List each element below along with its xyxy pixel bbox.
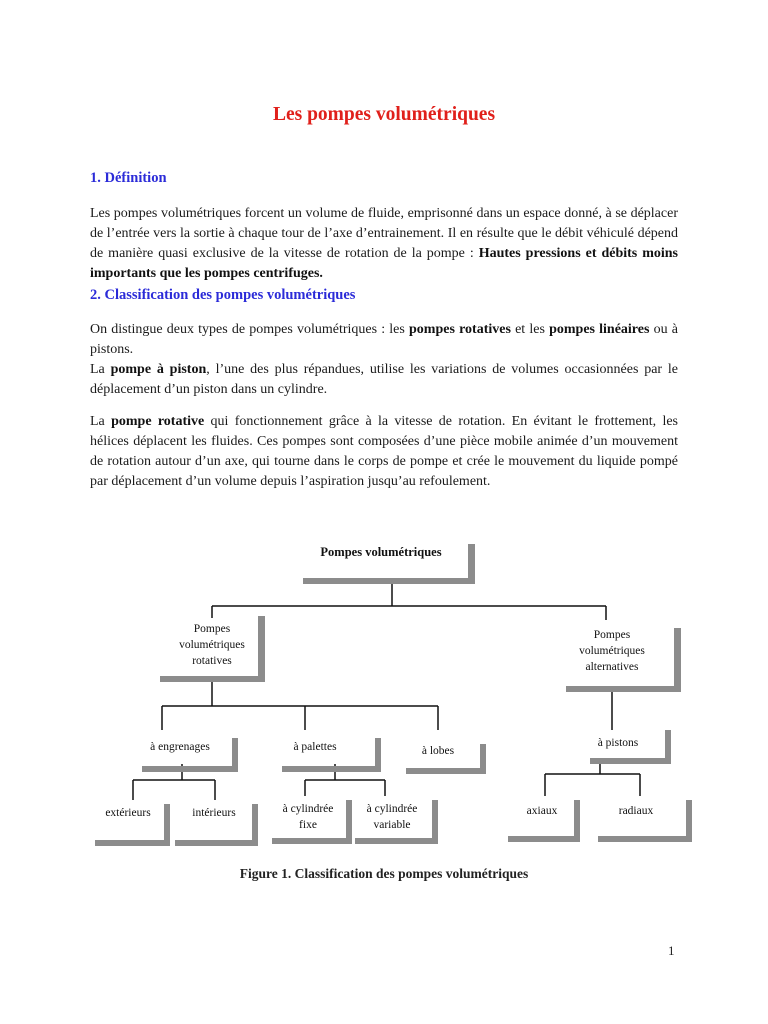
text-span: ou à pistons. xyxy=(90,322,678,357)
text-span: La xyxy=(90,414,112,429)
paragraph-rotative xyxy=(90,412,678,492)
text-span: , l’une des plus répandues, utilise les variations de volumes occasionnées par le déplacement d’un piston dans un cylindre. xyxy=(90,362,678,397)
node-axiaux: axiaux xyxy=(526,805,558,817)
section-heading-definition: 1. Définition xyxy=(90,170,167,186)
bold-term: pompes linéaires xyxy=(549,322,650,337)
node-exterieurs: extérieurs xyxy=(105,807,151,819)
node-root: Pompes volumétriques xyxy=(320,545,442,559)
paragraph-types xyxy=(90,320,678,360)
paragraph-definition xyxy=(90,204,678,284)
paragraph-piston xyxy=(90,360,678,400)
bold-term: pompes rotatives xyxy=(409,322,511,337)
node-cylindree-fixe-line2: fixe xyxy=(299,819,317,831)
node-pistons: à pistons xyxy=(597,737,639,749)
node-rotatives-line2: volumétriques xyxy=(179,639,245,651)
node-alternatives-line1: Pompes xyxy=(593,629,631,641)
node-engrenages: à engrenages xyxy=(150,741,210,753)
definition-bold-text: Hautes pressions et débits moins importants que les pompes centrifuges. xyxy=(90,246,678,281)
node-alternatives-line3: alternatives xyxy=(585,661,639,673)
bold-term: pompe à piston xyxy=(110,362,207,377)
definition-text: Les pompes volumétriques forcent un volume de fluide, emprisonné dans un espace donné, à se déplacer de l’entrée vers la sortie à chaque tour de l’axe d’entrainement. Il en résulte que le débit véhiculé dépend de manière quasi exclusive de la vitesse de rotation de la pompe : xyxy=(90,206,678,261)
box-labels xyxy=(105,545,653,831)
node-palettes: à palettes xyxy=(293,741,337,753)
node-alternatives-line2: volumétriques xyxy=(579,645,645,657)
node-cylindree-variable-line1: à cylindrée xyxy=(366,803,418,815)
box-shadows xyxy=(95,544,692,846)
text-span: qui fonctionnement grâce à la vitesse de rotation. En évitant le frottement, les hélices déplacent les fluides. Ces pompes sont composées d’une pièce mobile animée d’un mouvement de rotation autour d’un axe, qui tourne dans le corps de pompe et crée le mouvement du liquide pompé par déplacement d’un volume depuis l’aspiration jusqu’au refoulement. xyxy=(90,414,678,489)
text-span: La xyxy=(90,362,111,377)
node-interieurs: intérieurs xyxy=(192,807,236,819)
document-title: Les pompes volumétriques xyxy=(272,104,496,125)
node-radiaux: radiaux xyxy=(618,805,654,817)
node-cylindree-variable-line2: variable xyxy=(373,819,411,831)
bold-term: pompe rotative xyxy=(111,414,205,429)
page-number: 1 xyxy=(668,943,675,958)
figure-caption: Figure 1. Classification des pompes volumétriques xyxy=(239,866,529,881)
section-heading-classification: 2. Classification des pompes volumétriques xyxy=(90,287,356,303)
node-cylindree-fixe-line1: à cylindrée xyxy=(282,803,334,815)
node-rotatives-line3: rotatives xyxy=(192,655,232,667)
connector-lines xyxy=(133,580,640,800)
text-span: et les xyxy=(510,322,550,337)
text-span: On distingue deux types de pompes volumétriques : les xyxy=(90,322,410,337)
node-rotatives-line1: Pompes xyxy=(193,623,231,635)
node-lobes: à lobes xyxy=(421,745,455,757)
